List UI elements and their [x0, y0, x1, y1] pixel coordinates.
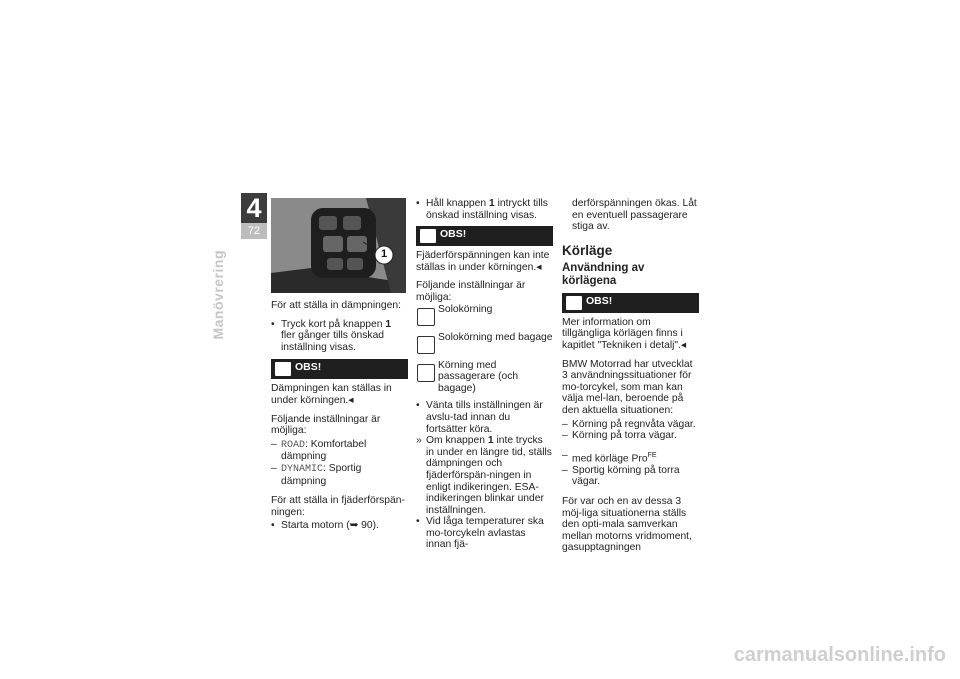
- list-item: • Tryck kort på knappen 1 fler gånger tills önskad inställning visas.: [271, 318, 392, 353]
- solo-luggage-icon: [417, 336, 435, 354]
- obs-note-box: OBS!: [562, 293, 699, 313]
- chapter-number: 4: [241, 193, 267, 223]
- list-item: • Håll knappen 1 intryckt tills önskad inställning visas.: [416, 198, 548, 221]
- paragraph: För var och en av dessa 3 möj-liga situationerna ställs den opti-mala samverkan mellan motorns vridmoment, gasupptagningen: [562, 495, 692, 554]
- handlebar-switch-photo: [271, 198, 406, 293]
- list-item: • Vid låga temperaturer ska mo-torcykeln avlastas innan fjä-: [416, 516, 544, 551]
- list-item: » Om knappen 1 inte trycks in under en längre tid, ställs dämpningen och fjäderförspän-ningen in enligt indikeringen. ESA-indikeringen blinkar under inställningen.: [416, 435, 552, 516]
- settings-intro: Följande inställningar är möjliga:: [271, 413, 381, 437]
- obs-text: Fjäderförspänningen kan inte ställas in under körningen.◂: [416, 250, 550, 273]
- note-hand-icon: [420, 229, 436, 243]
- chapter-title: Manövrering: [210, 250, 227, 340]
- page-number: 72: [241, 223, 267, 239]
- option-passenger: Körning med passagerare (och bagage): [416, 360, 553, 395]
- section-heading: Körläge: [562, 242, 613, 258]
- note-hand-icon: [275, 362, 291, 376]
- paragraph: BMW Motorrad har utvecklat 3 användningssituationer för mo-torcykel, som man kan välja mel-lan, beroende på den aktuella situationen:: [562, 358, 693, 416]
- obs-note-box: OBS!: [271, 359, 408, 379]
- list-item: • Starta motorn (➥ 90).: [271, 520, 379, 532]
- list-item: – med körläge Pro$^{FE}$: [562, 449, 657, 465]
- solo-rider-icon: [417, 308, 435, 326]
- option-solo-luggage: Solokörning med bagage: [416, 332, 553, 356]
- list-item: – Sportig körning på torra vägar.: [562, 464, 680, 488]
- spring-intro: För att ställa in fjäderförspän-ningen:: [271, 495, 405, 518]
- photo-callout-label: 1: [380, 248, 388, 260]
- note-hand-icon: [566, 296, 582, 310]
- column-2: [416, 198, 553, 551]
- watermark: carmanualsonline.info: [733, 644, 946, 666]
- subsection-heading: Användning av körlägena: [562, 261, 645, 287]
- option-solo: Solokörning: [416, 304, 553, 328]
- intro-text: För att ställa in dämpningen:: [271, 300, 401, 311]
- obs-note-box: OBS!: [416, 226, 553, 246]
- options-intro: Följande inställningar är möjliga:: [416, 280, 526, 303]
- page-reference-icon: ➥: [349, 520, 359, 532]
- column-1: [271, 300, 408, 532]
- list-item: – Körning på regnvåta vägar.: [562, 418, 696, 430]
- passenger-icon: [417, 364, 435, 382]
- list-item: – Körning på torra vägar.: [562, 430, 677, 442]
- continued-text: derförspänningen ökas. Låt en eventuell passagerare stiga av.: [572, 198, 697, 233]
- column-3: [562, 198, 699, 561]
- handlebar-switch-illustration: [271, 198, 406, 293]
- list-item: – DYNAMIC: Sportig dämpning: [271, 462, 362, 487]
- list-item: – ROAD: Komfortabel dämpning: [271, 438, 367, 463]
- list-item: • Vänta tills inställningen är avslu-tad innan du fortsätter köra.: [416, 400, 543, 435]
- obs-text: Dämpningen kan ställas in under körningen.◂: [271, 383, 392, 406]
- obs-text: Mer information om tillgängliga körlägen finns i kapitlet "Tekniken i detalj".◂: [562, 316, 687, 351]
